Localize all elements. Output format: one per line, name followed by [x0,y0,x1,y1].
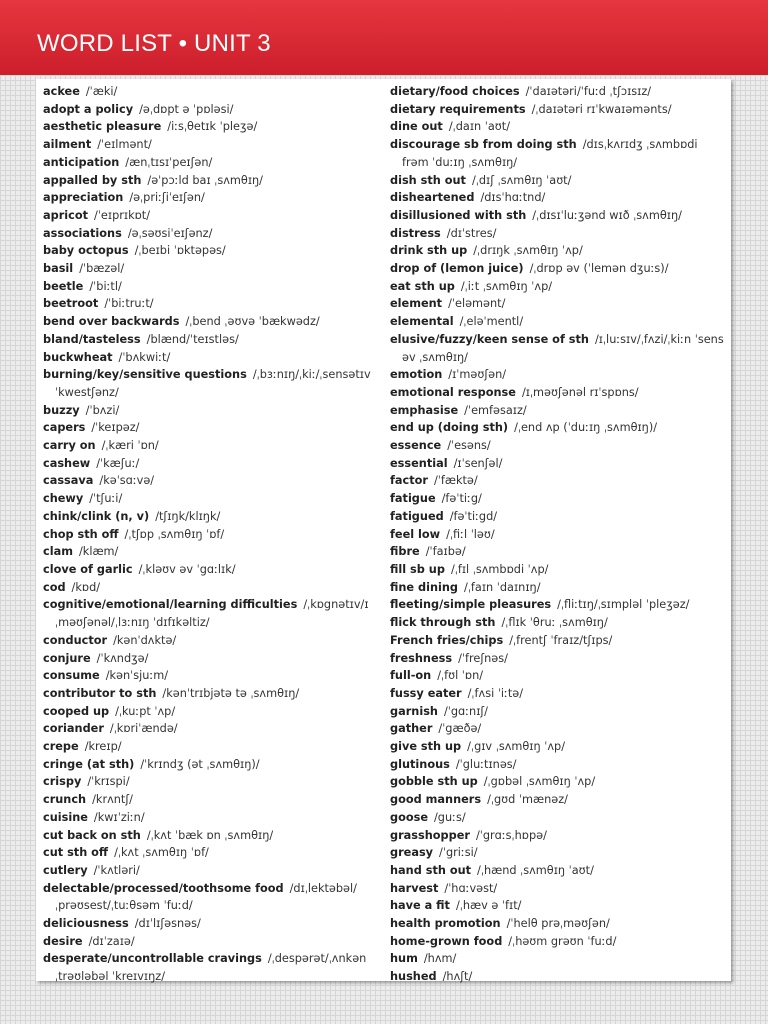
entry-word: coriander [43,722,104,736]
entry-word: chink/clink (n, v) [43,509,150,523]
entry-word: flick through sth [390,616,496,630]
entry-pronunciation: /əˈpɔːld baɪ ˌsʌmθɪŋ/ [147,173,263,187]
entry-word: essence [390,439,442,453]
entry-pronunciation: /ˌeləˈmentl/ [459,315,524,329]
entry-word: cod [43,580,66,594]
entry-word: capers [43,421,86,435]
entry-pronunciation: /ˌfrentʃ ˈfraɪz/tʃɪps/ [509,633,613,647]
entry-pronunciation: /ˈhelθ prəˌməʊʃən/ [506,917,610,931]
entry-word: drink sth up [390,244,468,258]
entry-word: fleeting/simple pleasures [390,598,552,612]
word-entry [43,561,377,579]
entry-word: health promotion [390,917,501,931]
word-entry [390,773,724,791]
word-entry [390,172,724,190]
entry-pronunciation: /ˈgriːsi/ [439,846,478,860]
entry-word: garnish [390,704,438,718]
word-entry [390,260,724,278]
word-entry [390,720,724,738]
word-entry [390,880,724,898]
entry-word: disillusioned with sth [390,208,527,222]
entry-word: drop of (lemon juice) [390,262,524,276]
entry-word: beetle [43,279,84,293]
entry-pronunciation: /ˌkæri ˈɒn/ [101,439,159,453]
word-entry [390,933,724,951]
entry-word: aesthetic pleasure [43,120,162,134]
word-entry [390,455,724,473]
word-entry [43,366,377,401]
word-entry [390,915,724,933]
entry-pronunciation: /kreɪp/ [84,740,122,754]
word-entry [43,295,377,313]
entry-pronunciation: /ˌkləʊv əv ˈgɑːlɪk/ [138,562,236,576]
entry-word: grasshopper [390,828,470,842]
entry-pronunciation: /ˈbʌkwiːt/ [118,350,171,364]
entry-word: clove of garlic [43,562,133,576]
word-entry [390,118,724,136]
entry-pronunciation: /ˈgɑːnɪʃ/ [443,704,488,718]
entry-pronunciation: /dɪˌlektəbəl/ˌprəʊsest/ˌtuːθsəm ˈfuːd/ [55,881,357,913]
entry-word: cashew [43,456,91,470]
entry-pronunciation: /ˌgɒbəl ˌsʌmθɪŋ ˈʌp/ [483,775,596,789]
entry-pronunciation: /ˌfaɪn ˈdaɪnɪŋ/ [464,580,541,594]
entry-pronunciation: /ˈkrɪspi/ [87,775,130,789]
word-entry [390,968,724,986]
entry-pronunciation: /ˌhæv ə ˈfɪt/ [455,899,522,913]
entry-pronunciation: /ˌfʌsi ˈiːtə/ [467,686,524,700]
word-entry [390,437,724,455]
word-entry [43,101,377,119]
entry-word: consume [43,669,100,683]
word-entry [43,703,377,721]
entry-word: fussy eater [390,686,462,700]
entry-pronunciation: /ˈfreʃnəs/ [458,651,508,665]
word-entry [43,136,377,154]
word-entry [43,225,377,243]
entry-word: apricot [43,208,89,222]
word-entry [390,579,724,597]
word-entry [43,154,377,172]
entry-pronunciation: /ˌkɒriˈændə/ [109,722,178,736]
word-entry [43,437,377,455]
entry-pronunciation: /krʌntʃ/ [92,793,133,807]
entry-pronunciation: /ˌend ʌp (ˈduːɪŋ ˌsʌmθɪŋ)/ [514,421,658,435]
entry-word: deliciousness [43,917,129,931]
entry-word: dietary/food choices [390,85,520,98]
entry-word: eat sth up [390,279,455,293]
word-entry [43,278,377,296]
entry-pronunciation: /ˈdaɪətəri/ˈfuːd ˌtʃɔɪsɪz/ [525,85,652,98]
entry-pronunciation: /dɪsˈhɑːtnd/ [480,191,546,205]
word-entry [43,349,377,367]
entry-word: appalled by sth [43,173,142,187]
word-entry [43,650,377,668]
entry-pronunciation: /ˌiːt ˌsʌmθɪŋ ˈʌp/ [460,279,553,293]
word-entry [390,331,724,366]
header-banner [0,0,768,75]
entry-pronunciation: /ˈbæzəl/ [79,262,125,276]
entry-word: carry on [43,439,96,453]
entry-word: appreciation [43,191,124,205]
entry-pronunciation: /ˈbiːtruːt/ [104,297,154,311]
entry-pronunciation: /ˈeɪlmənt/ [97,138,152,152]
entry-word: conductor [43,633,108,647]
entry-word: end up (doing sth) [390,421,509,435]
entry-word: give sth up [390,740,462,754]
entry-pronunciation: /əˌpriːʃiˈeɪʃən/ [129,191,205,205]
word-entry [390,614,724,632]
entry-pronunciation: /kənˈsjuːm/ [105,669,169,683]
word-entry [390,667,724,685]
entry-pronunciation: /əˌsəʊsiˈeɪʃənz/ [127,226,213,240]
entry-word: hum [390,952,418,966]
word-entry [390,756,724,774]
entry-word: distress [390,226,441,240]
entry-word: glutinous [390,757,450,771]
entry-pronunciation: /ˌfliːtɪŋ/ˌsɪmpləl ˈpleʒəz/ [557,598,690,612]
entry-word: harvest [390,881,439,895]
word-entry [43,756,377,774]
entry-pronunciation: /blænd/ˈteɪstləs/ [146,332,239,346]
word-entry [43,915,377,933]
entry-pronunciation: /ɪˌməʊʃənəl rɪˈspɒns/ [521,385,639,399]
entry-pronunciation: /ˈgæðə/ [438,722,482,736]
word-entry [43,809,377,827]
word-entry [43,844,377,862]
entry-pronunciation: /guːs/ [434,810,466,824]
entry-word: contributor to sth [43,686,157,700]
entry-pronunciation: /ˈæki/ [85,85,118,98]
word-entry [390,207,724,225]
word-entry [43,331,377,349]
entry-word: ackee [43,85,80,98]
word-entry [43,827,377,845]
entry-word: beetroot [43,297,99,311]
word-entry [390,950,724,968]
entry-pronunciation: /ˌhænd ˌsʌmθɪŋ ˈaʊt/ [477,863,594,877]
word-entry [390,897,724,915]
entry-word: cognitive/emotional/learning difficulties [43,598,298,612]
entry-pronunciation: /əˌdɒpt ə ˈpɒləsi/ [139,102,234,116]
entry-pronunciation: /ˌgɪv ˌsʌmθɪŋ ˈʌp/ [467,740,566,754]
entry-pronunciation: /ˌdaɪətəri rɪˈkwaɪəmənts/ [531,102,672,116]
entry-pronunciation: /kənˈdʌktə/ [113,633,177,647]
entry-word: cassava [43,474,94,488]
entry-pronunciation: /ˈkʌndʒə/ [96,651,149,665]
entry-pronunciation: /ˌbɜːnɪŋ/ˌkiː/ˌsensətɪv ˈkwestʃənz/ [55,368,371,399]
entry-pronunciation: /fəˈtiːgd/ [449,509,498,523]
word-entry [43,880,377,915]
entry-word: buzzy [43,403,80,417]
entry-word: greasy [390,846,434,860]
word-entry [43,738,377,756]
word-entry [390,738,724,756]
entry-word: essential [390,456,448,470]
word-entry [390,526,724,544]
entry-word: discourage sb from doing sth [390,138,577,152]
word-entry [390,543,724,561]
entry-pronunciation: /hʌʃt/ [442,970,473,984]
entry-word: crunch [43,793,87,807]
entry-word: cutlery [43,863,88,877]
entry-word: cooped up [43,704,110,718]
word-entry [43,579,377,597]
word-entry [43,773,377,791]
word-entry [43,207,377,225]
entry-word: cuisine [43,810,88,824]
word-entry [43,490,377,508]
entry-word: have a fit [390,899,450,913]
word-entry [43,950,377,985]
entry-word: goose [390,810,428,824]
entry-word: bland/tasteless [43,332,141,346]
entry-pronunciation: /dɪˈstres/ [446,226,497,240]
entry-word: crispy [43,775,82,789]
entry-pronunciation: /ˌbeɪbi ˈɒktəpəs/ [134,244,226,258]
word-entry [390,490,724,508]
word-entry [43,508,377,526]
word-entry [390,136,724,171]
entry-pronunciation: /kənˈtrɪbjətə tə ˌsʌmθɪŋ/ [162,686,300,700]
entry-word: good manners [390,793,482,807]
word-list-left-column [43,83,377,986]
word-entry [43,455,377,473]
entry-pronunciation: /ˌgʊd ˈmænəz/ [487,793,568,807]
entry-pronunciation: /ˌkʌt ˌsʌmθɪŋ ˈɒf/ [114,846,209,860]
word-entry [43,667,377,685]
entry-pronunciation: /ˌfɪl ˌsʌmbɒdi ˈʌp/ [450,562,549,576]
entry-word: fine dining [390,580,459,594]
word-entry [43,172,377,190]
entry-pronunciation: /ˈfaɪbə/ [425,545,466,559]
entry-word: baby octopus [43,244,129,258]
word-entry [43,83,377,101]
entry-pronunciation: /ˈgrɑːsˌhɒpə/ [475,828,547,842]
word-entry [390,472,724,490]
entry-word: desperate/uncontrollable cravings [43,952,262,966]
entry-pronunciation: /ˈkʌtləri/ [93,863,140,877]
entry-word: fatigue [390,492,436,506]
entry-word: adopt a policy [43,102,134,116]
entry-pronunciation: /ˌdrɒp əv (ˈlemən dʒuːs)/ [529,262,669,276]
entry-pronunciation: /hʌm/ [423,952,457,966]
entry-pronunciation: /iːsˌθetɪk ˈpleʒə/ [167,120,258,134]
word-entry [390,101,724,119]
entry-pronunciation: /ˈfæktə/ [433,474,478,488]
word-entry [390,189,724,207]
entry-pronunciation: /ɪˈməʊʃən/ [448,368,507,382]
entry-word: home-grown food [390,934,503,948]
word-entry [390,366,724,384]
entry-word: associations [43,226,122,240]
entry-word: burning/key/sensitive questions [43,368,247,382]
word-entry [390,278,724,296]
entry-word: fibre [390,545,420,559]
word-entry [43,526,377,544]
word-list-panel [36,79,731,984]
word-entry [390,809,724,827]
word-entry [390,632,724,650]
entry-pronunciation: /ɪˌluːsɪv/ˌfʌzi/ˌkiːn ˈsens əv ˌsʌmθɪŋ/ [402,332,724,364]
word-entry [390,295,724,313]
entry-pronunciation: /ˈkeɪpəz/ [91,421,140,435]
word-entry [43,720,377,738]
entry-pronunciation: /kɒd/ [71,580,101,594]
word-entry [390,703,724,721]
entry-pronunciation: /klæm/ [78,545,119,559]
entry-pronunciation: /dɪˈlɪʃəsnəs/ [134,917,201,931]
entry-word: gather [390,722,433,736]
entry-word: delectable/processed/toothsome food [43,881,284,895]
entry-word: dine out [390,120,443,134]
entry-pronunciation: /ˌfiːl ˈləʊ/ [446,527,495,541]
entry-word: chewy [43,492,84,506]
word-entry [43,242,377,260]
entry-word: element [390,297,443,311]
word-entry [390,419,724,437]
entry-pronunciation: /ɪˈsenʃəl/ [453,456,503,470]
entry-pronunciation: /fəˈtiːg/ [441,492,482,506]
entry-word: chop sth off [43,527,119,541]
entry-word: fatigued [390,509,444,523]
word-entry [43,632,377,650]
entry-pronunciation: /ˈkæʃuː/ [96,456,140,470]
entry-word: buckwheat [43,350,113,364]
word-entry [390,827,724,845]
entry-pronunciation: /kwɪˈziːn/ [93,810,145,824]
entry-pronunciation: /ˌdaɪn ˈaʊt/ [448,120,511,134]
word-entry [390,791,724,809]
entry-word: cut sth off [43,846,109,860]
entry-word: emphasise [390,403,459,417]
word-entry [390,844,724,862]
word-entry [43,933,377,951]
word-entry [390,650,724,668]
word-entry [390,225,724,243]
entry-word: crepe [43,740,79,754]
word-entry [43,260,377,278]
entry-word: conjure [43,651,91,665]
entry-pronunciation: /ˌhəʊm grəʊn ˈfuːd/ [508,934,617,948]
entry-word: factor [390,474,428,488]
entry-pronunciation: /ˈkrɪndʒ (ət ˌsʌmθɪŋ)/ [140,757,260,771]
word-entry [390,242,724,260]
entry-pronunciation: /ˈbiːtl/ [89,279,122,293]
entry-word: emotion [390,368,443,382]
entry-pronunciation: /ænˌtɪsɪˈpeɪʃən/ [125,155,213,169]
word-entry [390,83,724,101]
entry-pronunciation: /ˌfʊl ˈɒn/ [437,669,484,683]
word-entry [390,685,724,703]
entry-pronunciation: /ˌkʌt ˈbæk ɒn ˌsʌmθɪŋ/ [146,828,274,842]
entry-word: basil [43,262,74,276]
entry-pronunciation: /ˈgluːtɪnəs/ [455,757,517,771]
word-entry [43,685,377,703]
word-entry [43,189,377,207]
word-entry [43,472,377,490]
entry-word: desire [43,934,83,948]
entry-pronunciation: /dɪˈzaɪə/ [88,934,135,948]
page-title: WORD LIST • UNIT 3 [37,30,271,57]
entry-pronunciation: /ˈeləmənt/ [448,297,506,311]
entry-pronunciation: /ˈeɪprɪkɒt/ [94,208,151,222]
entry-pronunciation: /ˌdɪsɪˈluːʒənd wɪð ˌsʌmθɪŋ/ [532,208,682,222]
entry-pronunciation: /ˈemfəsaɪz/ [464,403,527,417]
entry-pronunciation: /ˈbʌzi/ [85,403,120,417]
word-entry [43,543,377,561]
entry-pronunciation: /kəˈsɑːvə/ [99,474,155,488]
entry-pronunciation: /ˌkɒgnətɪv/ɪˌməʊʃənəl/ˌlɜːnɪŋ ˈdɪfɪkəltiz/ [55,598,369,630]
word-entry [390,384,724,402]
entry-word: fill sb up [390,562,445,576]
entry-word: cringe (at sth) [43,757,135,771]
entry-pronunciation: /ˌdɪʃ ˌsʌmθɪŋ ˈaʊt/ [471,173,572,187]
entry-word: hushed [390,970,437,984]
entry-pronunciation: /ˈhɑːvəst/ [444,881,498,895]
word-list-right-column [390,83,724,986]
word-entry [43,118,377,136]
entry-pronunciation: /ˌkuːpt ˈʌp/ [115,704,176,718]
word-entry [390,402,724,420]
entry-word: cut back on sth [43,828,141,842]
entry-word: emotional response [390,385,516,399]
entry-pronunciation: /ˌdrɪŋk ˌsʌmθɪŋ ˈʌp/ [473,244,583,258]
entry-pronunciation: /ˌdespərət/ˌʌnkənˌtrəʊləbəl ˈkreɪvɪŋz/ [55,952,367,984]
entry-word: French fries/chips [390,633,504,647]
word-entry [43,419,377,437]
entry-word: disheartened [390,191,475,205]
entry-word: dish sth out [390,173,466,187]
word-entry [43,402,377,420]
entry-word: full-on [390,669,432,683]
entry-word: hand sth out [390,863,472,877]
entry-word: elemental [390,315,454,329]
entry-word: clam [43,545,73,559]
word-entry [390,561,724,579]
entry-word: elusive/fuzzy/keen sense of sth [390,332,589,346]
word-entry [43,862,377,880]
word-entry [43,313,377,331]
entry-pronunciation: /ˌflɪk ˈθruː ˌsʌmθɪŋ/ [501,616,608,630]
entry-word: gobble sth up [390,775,478,789]
entry-pronunciation: /tʃɪŋk/klɪŋk/ [155,509,221,523]
entry-word: freshness [390,651,453,665]
word-entry [43,596,377,631]
entry-pronunciation: /ˌbend ˌəʊvə ˈbækwədz/ [185,315,320,329]
entry-pronunciation: /dɪsˌkʌrɪdʒ ˌsʌmbɒdi frəm ˈduːɪŋ ˌsʌmθɪŋ/ [402,138,698,169]
word-entry [390,596,724,614]
entry-word: feel low [390,527,441,541]
word-entry [390,508,724,526]
entry-pronunciation: /ˈesəns/ [447,439,491,453]
word-entry [43,791,377,809]
entry-word: anticipation [43,155,120,169]
entry-word: dietary requirements [390,102,526,116]
entry-word: ailment [43,138,92,152]
entry-pronunciation: /ˌtʃɒp ˌsʌmθɪŋ ˈɒf/ [124,527,225,541]
entry-word: bend over backwards [43,315,180,329]
entry-pronunciation: /ˈtʃuːi/ [89,492,123,506]
word-entry [390,313,724,331]
word-entry [390,862,724,880]
